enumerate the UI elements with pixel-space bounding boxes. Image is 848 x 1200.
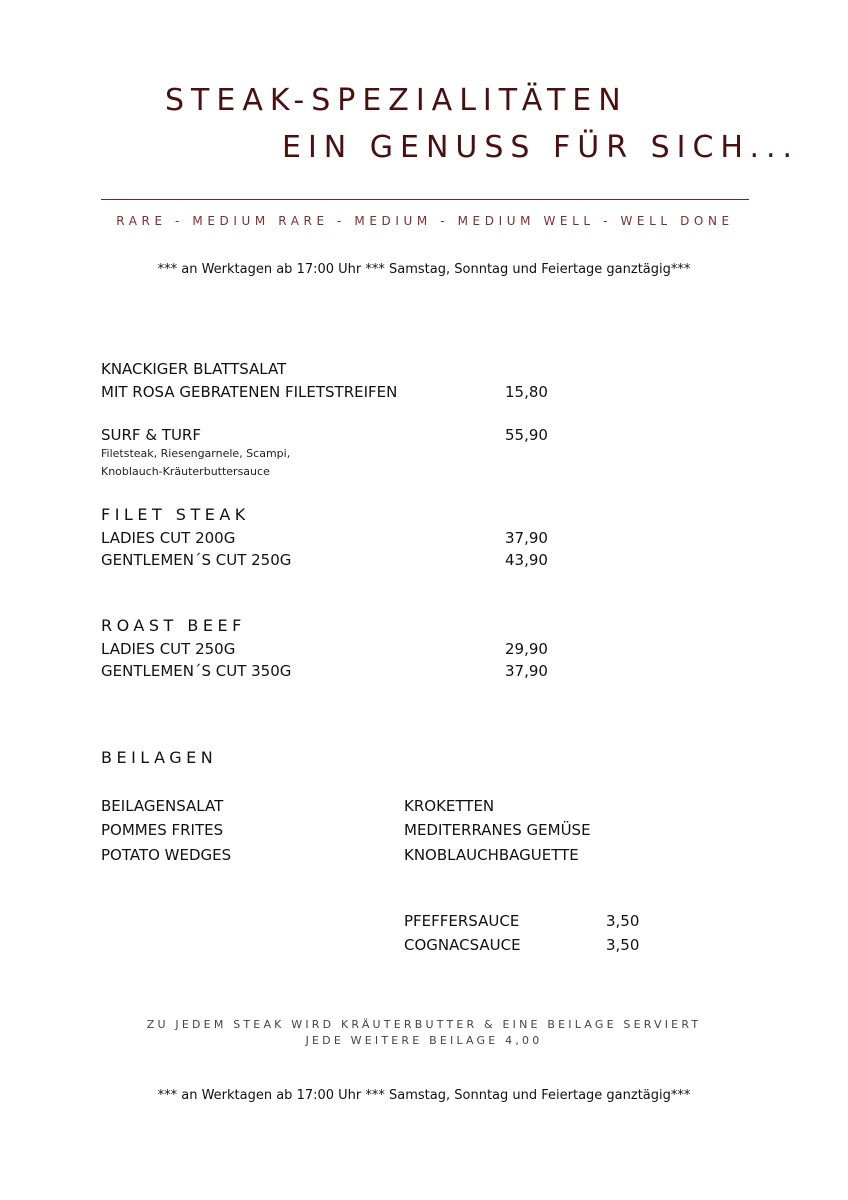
salad-name-line2: MIT ROSA GEBRATENEN FILETSTREIFEN xyxy=(101,383,398,401)
roast-item-price: 37,90 xyxy=(505,662,548,680)
menu-title-line1: STEAK-SPEZIALITÄTEN xyxy=(165,83,628,118)
filet-item-name: LADIES CUT 200G xyxy=(101,529,236,547)
roast-item-name: LADIES CUT 250G xyxy=(101,640,236,658)
title-divider xyxy=(101,199,749,200)
surf-turf-price: 55,90 xyxy=(505,426,548,444)
filet-item-name: GENTLEMEN´S CUT 250G xyxy=(101,551,292,569)
filet-item-price: 37,90 xyxy=(505,529,548,547)
sides-heading: BEILAGEN xyxy=(101,748,218,767)
sauce-name: PFEFFERSAUCE xyxy=(404,912,520,930)
footer-note-line1: ZU JEDEM STEAK WIRD KRÄUTERBUTTER & EINE BEILAGE SERVIERT xyxy=(146,1018,702,1031)
opening-hours-bottom: *** an Werktagen ab 17:00 Uhr *** Samstag, Sonntag und Feiertage ganztägig*** xyxy=(157,1088,691,1103)
surf-turf-description-line1: Filetsteak, Riesengarnele, Scampi, xyxy=(101,447,291,460)
sauce-name: COGNACSAUCE xyxy=(404,936,521,954)
sauce-price: 3,50 xyxy=(606,912,640,930)
salad-name-line1: KNACKIGER BLATTSALAT xyxy=(101,360,287,378)
salad-price: 15,80 xyxy=(505,383,548,401)
filet-steak-heading: FILET STEAK xyxy=(101,505,250,524)
side-item-right: KROKETTEN xyxy=(404,797,495,815)
side-item-right: KNOBLAUCHBAGUETTE xyxy=(404,846,579,864)
footer-note-line2: JEDE WEITERE BEILAGE 4,00 xyxy=(305,1034,543,1047)
roast-item-price: 29,90 xyxy=(505,640,548,658)
doneness-levels: RARE - MEDIUM RARE - MEDIUM - MEDIUM WELL - WELL DONE xyxy=(116,214,734,228)
filet-item-price: 43,90 xyxy=(505,551,548,569)
surf-turf-description-line2: Knoblauch-Kräuterbuttersauce xyxy=(101,465,270,478)
side-item-left: POTATO WEDGES xyxy=(101,846,232,864)
opening-hours-top: *** an Werktagen ab 17:00 Uhr *** Samstag, Sonntag und Feiertage ganztägig*** xyxy=(157,262,691,277)
side-item-right: MEDITERRANES GEMÜSE xyxy=(404,821,591,839)
side-item-left: BEILAGENSALAT xyxy=(101,797,224,815)
sauce-price: 3,50 xyxy=(606,936,640,954)
surf-turf-name: SURF & TURF xyxy=(101,426,201,444)
side-item-left: POMMES FRITES xyxy=(101,821,224,839)
menu-title-line2: EIN GENUSS FÜR SICH... xyxy=(282,130,800,165)
roast-item-name: GENTLEMEN´S CUT 350G xyxy=(101,662,292,680)
roast-beef-heading: ROAST BEEF xyxy=(101,616,246,635)
